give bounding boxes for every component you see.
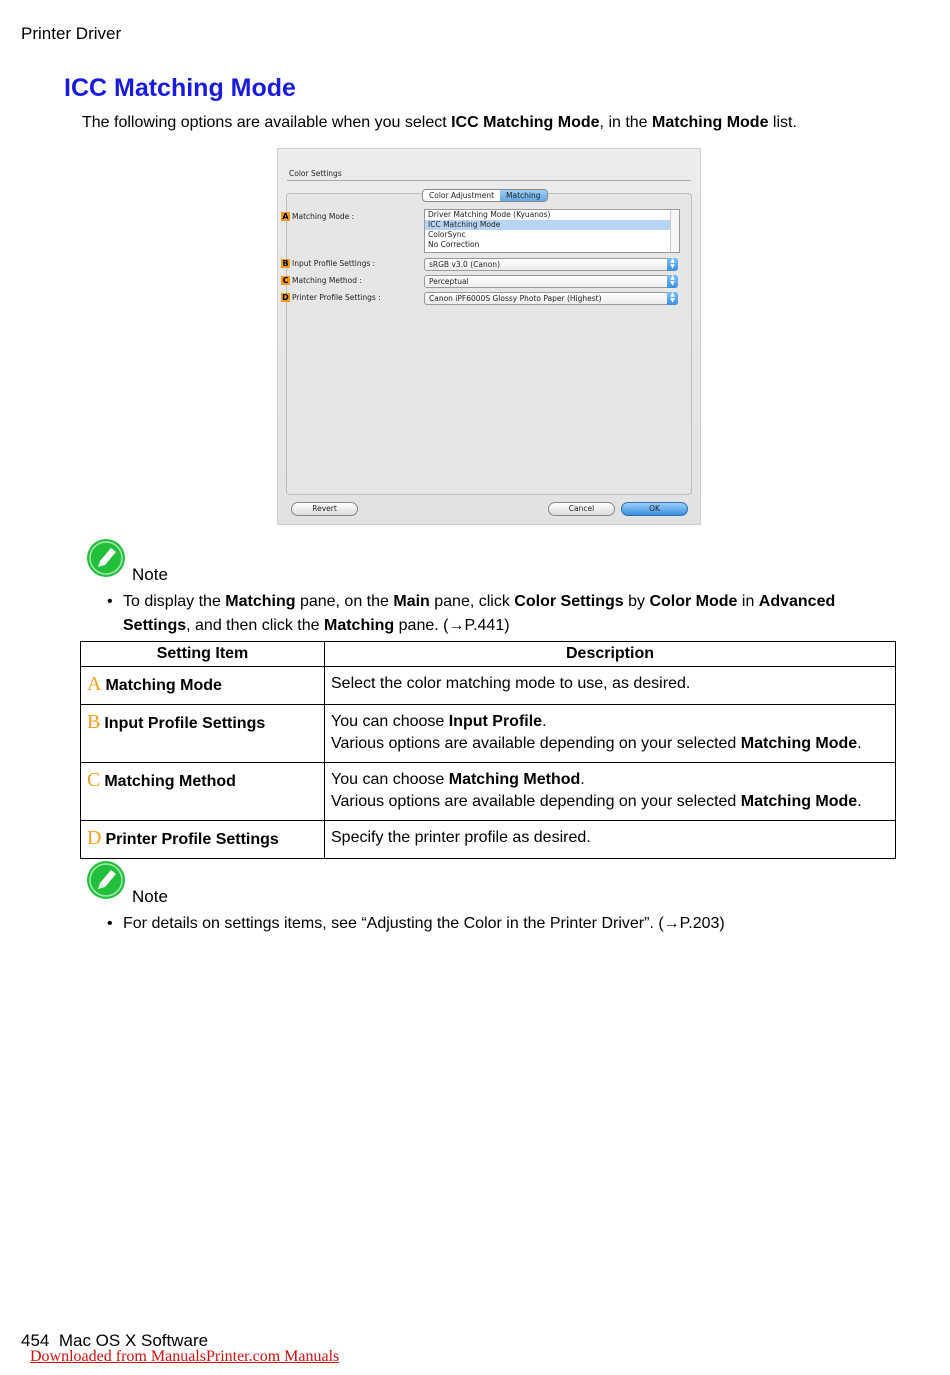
- description-cell: Select the color matching mode to use, as desired.: [325, 667, 896, 705]
- printer-profile-label: D Printer Profile Settings :: [282, 293, 381, 302]
- input-profile-select[interactable]: sRGB v3.0 (Canon) ▲ ▼: [424, 258, 678, 271]
- column-header-item: Setting Item: [81, 642, 325, 667]
- tab-bar: [422, 189, 548, 202]
- table-row: [81, 763, 896, 821]
- running-header: Printer Driver: [21, 24, 122, 43]
- list-item[interactable]: No Correction: [428, 240, 480, 249]
- select-arrows-icon: ▲ ▼: [667, 258, 678, 271]
- color-settings-dialog: [277, 148, 701, 525]
- note-label: Note: [132, 565, 168, 584]
- matching-mode-label: A Matching Mode :: [282, 212, 355, 221]
- tab-matching[interactable]: Matching: [500, 190, 546, 201]
- description-cell: You can choose Input Profile. Various options are available depending on your selected Matching Mode.: [325, 705, 896, 763]
- badge-c: C: [282, 276, 289, 285]
- badge-d: D: [282, 293, 289, 302]
- table-row: [81, 821, 896, 859]
- printer-profile-select[interactable]: Canon iPF6000S Glossy Photo Paper (Highest) ▲ ▼: [424, 292, 678, 305]
- table-header-row: [81, 642, 896, 667]
- bullet: •: [107, 915, 113, 932]
- select-arrows-icon: ▲ ▼: [667, 292, 678, 305]
- setting-item-cell: A Matching Mode: [81, 667, 325, 705]
- badge-b: B: [282, 259, 289, 268]
- select-arrows-icon: ▲ ▼: [667, 275, 678, 288]
- table-row: [81, 667, 896, 705]
- dialog-title: Color Settings: [289, 169, 342, 178]
- note-label: Note: [132, 887, 168, 906]
- input-profile-label: B Input Profile Settings :: [282, 259, 376, 268]
- note-pencil-icon: [86, 860, 126, 900]
- column-header-description: Description: [325, 642, 896, 667]
- badge-a: A: [282, 212, 289, 221]
- page-title: ICC Matching Mode: [64, 74, 296, 102]
- table-row: [81, 705, 896, 763]
- list-item-selected[interactable]: ICC Matching Mode: [425, 220, 679, 230]
- bullet: •: [107, 593, 113, 610]
- download-link[interactable]: Downloaded from ManualsPrinter.com Manuals: [30, 1348, 340, 1365]
- description-cell: Specify the printer profile as desired.: [325, 821, 896, 859]
- tab-color-adjustment[interactable]: Color Adjustment: [429, 191, 495, 200]
- setting-item-cell: B Input Profile Settings: [81, 705, 325, 763]
- list-scrollbar[interactable]: [670, 210, 679, 252]
- matching-method-label: C Matching Method :: [282, 276, 362, 285]
- ok-button[interactable]: OK: [621, 502, 688, 516]
- setting-item-cell: D Printer Profile Settings: [81, 821, 325, 859]
- matching-mode-list[interactable]: [424, 209, 680, 253]
- settings-table: [80, 641, 896, 859]
- cancel-button[interactable]: Cancel: [548, 502, 615, 516]
- matching-method-select[interactable]: Perceptual ▲ ▼: [424, 275, 678, 288]
- note-pencil-icon: [86, 538, 126, 578]
- list-item[interactable]: ColorSync: [428, 230, 466, 239]
- intro-paragraph: The following options are available when you select ICC Matching Mode, in the Matching Mode list.: [82, 114, 797, 131]
- revert-button[interactable]: Revert: [291, 502, 358, 516]
- note2-text: For details on settings items, see “Adjusting the Color in the Printer Driver”. (→P.203): [123, 915, 725, 932]
- description-cell: You can choose Matching Method. Various options are available depending on your selected Matching Mode.: [325, 763, 896, 821]
- page-number: 454: [21, 1331, 50, 1350]
- note1-text: To display the Matching pane, on the Main pane, click Color Settings by Color Mode in Advanced Settings, and then click the Matching pane. (→P.441): [123, 593, 836, 634]
- page-reference-link[interactable]: pane. (→P.441): [394, 617, 510, 634]
- title-divider: [287, 180, 691, 181]
- setting-item-cell: C Matching Method: [81, 763, 325, 821]
- list-item[interactable]: Driver Matching Mode (Kyuanos): [428, 210, 551, 219]
- footer-section: Mac OS X Software: [58, 1331, 209, 1350]
